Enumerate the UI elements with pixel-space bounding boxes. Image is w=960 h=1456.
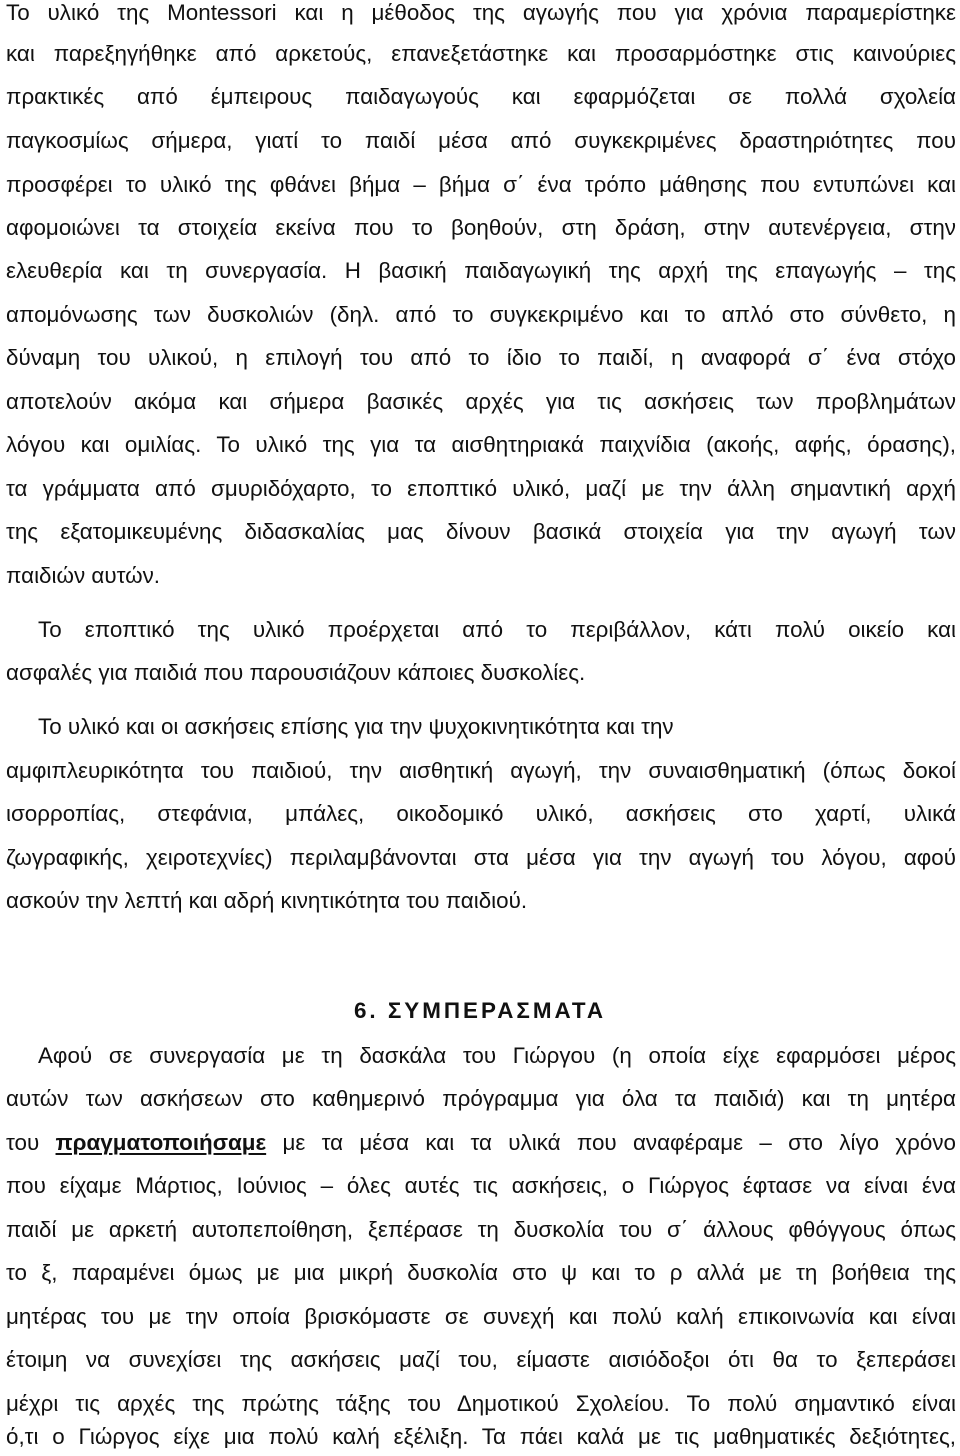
paragraph-3-line-1: Το υλικό και οι ασκήσεις επίσης για την ψυχοκινητικότητα και την: [38, 714, 674, 739]
paragraph-4-line-3-after: με τα μέσα και τα υλικά που αναφέραμε – στο λίγο χρόνο: [266, 1130, 956, 1155]
paragraph-4-line-1: Αφού σε συνεργασία με τη δασκάλα του Γιώργου (η οποία είχε εφαρμόσει μέρος: [38, 1043, 956, 1068]
paragraph-1-line-12: τα γράμματα από σμυριδόχαρτο, το εποπτικό υλικό, μαζί με την άλλη σημαντική αρχή: [6, 476, 956, 501]
paragraph-1-line-10: αποτελούν ακόμα και σήμερα βασικές αρχές για τις ασκήσεις των προβλημάτων: [6, 389, 956, 414]
paragraph-1-line-13: της εξατομικευμένης διδασκαλίας μας δίνουν βασικά στοιχεία για την αγωγή των: [6, 519, 956, 544]
paragraph-4-line-10: ό,τι ο Γιώργος είχε μια πολύ καλή εξέλιξη. Τα πάει καλά με τις μαθηματικές δεξιότητες,: [6, 1424, 956, 1449]
paragraph-4-line-9: μέχρι τις αρχές της πρώτης τάξης του Δημοτικού Σχολείου. Το πολύ σημαντικό είναι: [6, 1391, 956, 1416]
paragraph-1-line-6: αφομοιώνει τα στοιχεία εκείνα που το βοηθούν, στη δράση, στην αυτενέργεια, στην: [6, 215, 956, 240]
paragraph-4-line-8: έτοιμη να συνεχίσει της ασκήσεις μαζί του, είμαστε αισιόδοξοι ότι θα το ξεπεράσει: [6, 1347, 956, 1372]
paragraph-2-line-1: Το εποπτικό της υλικό προέρχεται από το περιβάλλον, κάτι πολύ οικείο και: [38, 617, 956, 642]
paragraph-1-line-1: Το υλικό της Montessori και η μέθοδος της αγωγής που για χρόνια παραμερίστηκε: [6, 0, 956, 25]
paragraph-1-line-3: πρακτικές από έμπειρους παιδαγωγούς και εφαρμόζεται σε πολλά σχολεία: [6, 84, 956, 109]
paragraph-1-line-8: απομόνωσης των δυσκολιών (δηλ. από το συγκεκριμένο και το απλό στο σύνθετο, η: [6, 302, 956, 327]
paragraph-1-line-5: προσφέρει το υλικό της φθάνει βήμα – βήμα σ΄ ένα τρόπο μάθησης που εντυπώνει και: [6, 172, 956, 197]
paragraph-4-line-2: αυτών των ασκήσεων στο καθημερινό πρόγραμμα για όλα τα παιδιά) και τη μητέρα: [6, 1086, 956, 1111]
emphasis-word: πραγματοποιήσαμε: [55, 1130, 267, 1155]
section-heading: 6. ΣΥΜΠΕΡΑΣΜΑΤΑ: [353, 998, 607, 1023]
paragraph-4-line-3: [6, 1126, 956, 1160]
paragraph-1-line-4: παγκοσμίως σήμερα, γιατί το παιδί μέσα από συγκεκριμένες δραστηριότητες που: [6, 128, 956, 153]
paragraph-3-line-2: αμφιπλευρικότητα του παιδιού, την αισθητική αγωγή, την συναισθηματική (όπως δοκοί: [6, 758, 956, 783]
paragraph-4-line-6: το ξ, παραμένει όμως με μια μικρή δυσκολία στο ψ και το ρ αλλά με τη βοήθεια της: [6, 1260, 956, 1285]
paragraph-1-line-9: δύναμη του υλικού, η επιλογή του από το ίδιο το παιδί, η αναφορά σ΄ ένα στόχο: [6, 345, 956, 370]
paragraph-4-line-4: που είχαμε Μάρτιος, Ιούνιος – όλες αυτές τις ασκήσεις, ο Γιώργος έφτασε να είναι ένα: [6, 1173, 956, 1198]
paragraph-1-line-7: ελευθερία και τη συνεργασία. Η βασική παιδαγωγική της αρχή της επαγωγής – της: [6, 258, 956, 283]
paragraph-3-line-5: ασκούν την λεπτή και αδρή κινητικότητα του παιδιού.: [6, 888, 528, 913]
paragraph-2-line-2: ασφαλές για παιδιά που παρουσιάζουν κάποιες δυσκολίες.: [6, 660, 586, 685]
paragraph-4-line-5: παιδί με αρκετή αυτοπεποίθηση, ξεπέρασε τη δυσκολία του σ΄ άλλους φθόγγους όπως: [6, 1217, 956, 1242]
paragraph-3-line-3: ισορροπίας, στεφάνια, μπάλες, οικοδομικό υλικό, ασκήσεις στο χαρτί, υλικά: [6, 801, 956, 826]
paragraph-3-line-4: ζωγραφικής, χειροτεχνίες) περιλαμβάνονται στα μέσα για την αγωγή του λόγου, αφού: [6, 845, 956, 870]
paragraph-4-line-3-before: του: [6, 1130, 56, 1155]
paragraph-4-line-7: μητέρας του με την οποία βρισκόμαστε σε συνεχή και πολύ καλή επικοινωνία και είναι: [6, 1304, 956, 1329]
paragraph-1-line-11: λόγου και ομιλίας. Το υλικό της για τα αισθητηριακά παιχνίδια (ακοής, αφής, όρασης),: [6, 432, 956, 457]
paragraph-1-line-2: και παρεξηγήθηκε από αρκετούς, επανεξετάστηκε και προσαρμόστηκε στις καινούριες: [6, 41, 956, 66]
paragraph-1-line-14: παιδιών αυτών.: [6, 563, 161, 588]
